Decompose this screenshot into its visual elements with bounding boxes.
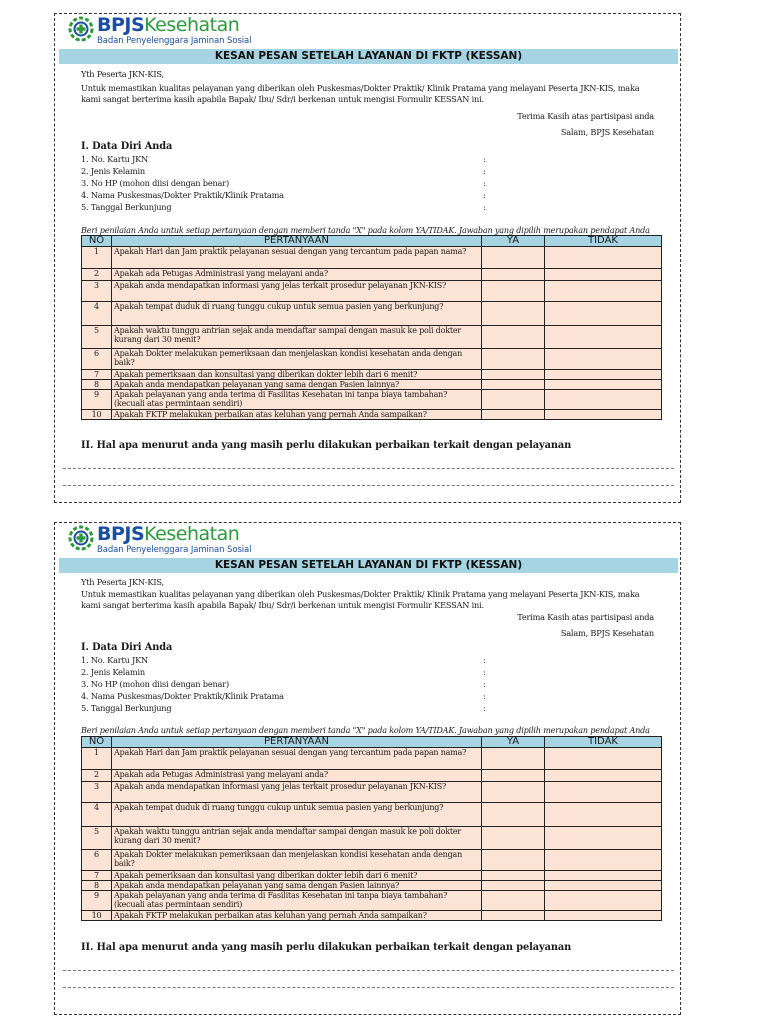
field-label-phone: 3. No HP (mohon diisi dengan benar): [81, 679, 229, 689]
answer-line-1[interactable]: [63, 970, 674, 971]
question-text: Apakah ada Petugas Administrasi yang melayani anda?: [112, 269, 482, 281]
header-yes: YA: [482, 737, 545, 748]
questions-table: [81, 736, 662, 921]
answer-no-cell[interactable]: [545, 881, 662, 891]
question-text: Apakah tempat duduk di ruang tunggu cukup untuk semua pasien yang berkunjung?: [112, 302, 482, 326]
answer-no-cell[interactable]: [545, 281, 662, 302]
header-question: PERTANYAAN: [112, 737, 482, 748]
header-no-answer: TIDAK: [545, 737, 662, 748]
field-label-visit-date: 5. Tanggal Berkunjung: [81, 202, 172, 212]
table-row: [82, 269, 662, 281]
table-row: [82, 748, 662, 770]
question-number: 2: [82, 770, 112, 782]
answer-no-cell[interactable]: [545, 770, 662, 782]
question-number: 7: [82, 871, 112, 881]
header-no: NO: [82, 236, 112, 247]
table-row: [82, 380, 662, 390]
question-number: 8: [82, 881, 112, 891]
answer-yes-cell[interactable]: [482, 881, 545, 891]
answer-yes-cell[interactable]: [482, 827, 545, 850]
field-label-visit-date: 5. Tanggal Berkunjung: [81, 703, 172, 713]
brand-tagline: Badan Penyelenggara Jaminan Sosial: [97, 36, 252, 46]
form-title: KESAN PESAN SETELAH LAYANAN DI FKTP (KESSAN): [59, 558, 678, 573]
table-row: [82, 770, 662, 782]
question-text: Apakah tempat duduk di ruang tunggu cukup untuk semua pasien yang berkunjung?: [112, 803, 482, 827]
table-row: [82, 850, 662, 871]
question-number: 6: [82, 349, 112, 370]
field-input-gender[interactable]: :: [483, 166, 486, 176]
table-row: [82, 370, 662, 380]
answer-no-cell[interactable]: [545, 326, 662, 349]
field-input-visit-date[interactable]: :: [483, 703, 486, 713]
section-2-title: II. Hal apa menurut anda yang masih perlu dilakukan perbaikan terkait dengan pelayanan: [81, 942, 572, 953]
greeting: Yth Peserta JKN-KIS,: [81, 69, 164, 79]
field-input-facility[interactable]: :: [483, 691, 486, 701]
header-no: NO: [82, 737, 112, 748]
answer-line-2[interactable]: [63, 987, 674, 988]
field-input-phone[interactable]: :: [483, 679, 486, 689]
intro-line-1: Untuk memastikan kualitas pelayanan yang diberikan oleh Puskesmas/Dokter Praktik/ Klinik Pratama yang melayani Peserta JKN-KIS, maka: [81, 83, 640, 93]
answer-yes-cell[interactable]: [482, 891, 545, 911]
question-number: 8: [82, 380, 112, 390]
table-row: [82, 281, 662, 302]
question-text: Apakah anda mendapatkan pelayanan yang sama dengan Pasien lainnya?: [112, 380, 482, 390]
answer-line-2[interactable]: [63, 485, 674, 486]
answer-yes-cell[interactable]: [482, 410, 545, 420]
answer-yes-cell[interactable]: [482, 871, 545, 881]
answer-yes-cell[interactable]: [482, 247, 545, 269]
field-input-card-number[interactable]: :: [483, 154, 486, 164]
answer-no-cell[interactable]: [545, 390, 662, 410]
question-number: 10: [82, 911, 112, 921]
intro-line-2: kami sangat berterima kasih apabila Bapak/ Ibu/ Sdr/i berkenan untuk mengisi Formulir KESSAN ini.: [81, 600, 484, 610]
header-yes: YA: [482, 236, 545, 247]
field-input-facility[interactable]: :: [483, 190, 486, 200]
question-text: Apakah pemeriksaan dan konsultasi yang diberikan dokter lebih dari 6 menit?: [112, 370, 482, 380]
question-number: 1: [82, 247, 112, 269]
bpjs-seal-icon: [67, 523, 95, 553]
table-row: [82, 803, 662, 827]
bpjs-logo: [67, 14, 267, 52]
question-number: 9: [82, 390, 112, 410]
question-text: Apakah pelayanan yang anda terima di Fasilitas Kesehatan ini tanpa biaya tambahan? (kecuali atas permintaan sendiri): [112, 390, 482, 410]
thanks-text: Terima Kasih atas partisipasi anda: [517, 612, 654, 622]
table-row: [82, 326, 662, 349]
answer-yes-cell[interactable]: [482, 803, 545, 827]
question-number: 3: [82, 782, 112, 803]
question-number: 1: [82, 748, 112, 770]
question-number: 2: [82, 269, 112, 281]
brand-tagline: Badan Penyelenggara Jaminan Sosial: [97, 545, 252, 555]
field-label-gender: 2. Jenis Kelamin: [81, 667, 145, 677]
answer-yes-cell[interactable]: [482, 269, 545, 281]
kessan-form-1: [54, 13, 681, 503]
field-input-card-number[interactable]: :: [483, 655, 486, 665]
section-1-title: I. Data Diri Anda: [81, 141, 173, 152]
table-row: [82, 827, 662, 850]
question-number: 9: [82, 891, 112, 911]
answer-no-cell[interactable]: [545, 782, 662, 803]
answer-no-cell[interactable]: [545, 871, 662, 881]
question-text: Apakah waktu tunggu antrian sejak anda mendaftar sampai dengan masuk ke poli dokter kurang dari 30 menit?: [112, 326, 482, 349]
question-text: Apakah FKTP melakukan perbaikan atas keluhan yang pernah Anda sampaikan?: [112, 911, 482, 921]
salutation-text: Salam, BPJS Kesehatan: [560, 127, 654, 137]
table-row: [82, 881, 662, 891]
intro-line-1: Untuk memastikan kualitas pelayanan yang diberikan oleh Puskesmas/Dokter Praktik/ Klinik Pratama yang melayani Peserta JKN-KIS, maka: [81, 589, 640, 599]
answer-yes-cell[interactable]: [482, 850, 545, 871]
question-text: Apakah anda mendapatkan pelayanan yang sama dengan Pasien lainnya?: [112, 881, 482, 891]
question-text: Apakah pemeriksaan dan konsultasi yang diberikan dokter lebih dari 6 menit?: [112, 871, 482, 881]
field-label-card-number: 1. No. Kartu JKN: [81, 655, 149, 665]
field-input-visit-date[interactable]: :: [483, 202, 486, 212]
question-number: 10: [82, 410, 112, 420]
answer-yes-cell[interactable]: [482, 302, 545, 326]
table-row: [82, 302, 662, 326]
question-text: Apakah Dokter melakukan pemeriksaan dan menjelaskan kondisi kesehatan anda dengan baik?: [112, 850, 482, 871]
answer-no-cell[interactable]: [545, 370, 662, 380]
question-text: Apakah ada Petugas Administrasi yang melayani anda?: [112, 770, 482, 782]
field-label-facility: 4. Nama Puskesmas/Dokter Praktik/Klinik Pratama: [81, 691, 284, 701]
answer-yes-cell[interactable]: [482, 748, 545, 770]
salutation-text: Salam, BPJS Kesehatan: [560, 628, 654, 638]
answer-no-cell[interactable]: [545, 269, 662, 281]
answer-yes-cell[interactable]: [482, 349, 545, 370]
question-text: Apakah anda mendapatkan informasi yang jelas terkait prosedur pelayanan JKN-KIS?: [112, 281, 482, 302]
bpjs-seal-icon: [67, 14, 95, 44]
intro-line-2: kami sangat berterima kasih apabila Bapak/ Ibu/ Sdr/i berkenan untuk mengisi Formulir KESSAN ini.: [81, 94, 484, 104]
greeting: Yth Peserta JKN-KIS,: [81, 577, 164, 587]
table-row: [82, 390, 662, 410]
answer-yes-cell[interactable]: [482, 326, 545, 349]
answer-yes-cell[interactable]: [482, 380, 545, 390]
field-label-gender: 2. Jenis Kelamin: [81, 166, 145, 176]
question-text: Apakah waktu tunggu antrian sejak anda mendaftar sampai dengan masuk ke poli dokter kurang dari 30 menit?: [112, 827, 482, 850]
answer-no-cell[interactable]: [545, 380, 662, 390]
question-number: 7: [82, 370, 112, 380]
question-number: 5: [82, 827, 112, 850]
questions-table: [81, 235, 662, 420]
table-row: [82, 871, 662, 881]
table-row: [82, 410, 662, 420]
header-no-answer: TIDAK: [545, 236, 662, 247]
question-number: 3: [82, 281, 112, 302]
answer-no-cell[interactable]: [545, 247, 662, 269]
table-row: [82, 782, 662, 803]
question-text: Apakah Hari dan Jam praktik pelayanan sesuai dengan yang tercantum pada papan nama?: [112, 247, 482, 269]
brand-name: BPJSKesehatan: [97, 523, 240, 545]
answer-no-cell[interactable]: [545, 349, 662, 370]
table-row: [82, 247, 662, 269]
field-input-phone[interactable]: :: [483, 178, 486, 188]
answer-yes-cell[interactable]: [482, 782, 545, 803]
answer-no-cell[interactable]: [545, 803, 662, 827]
question-number: 4: [82, 302, 112, 326]
bpjs-logo: [67, 523, 267, 561]
section-2-title: II. Hal apa menurut anda yang masih perlu dilakukan perbaikan terkait dengan pelayanan: [81, 440, 572, 451]
answer-no-cell[interactable]: [545, 748, 662, 770]
form-title: KESAN PESAN SETELAH LAYANAN DI FKTP (KESSAN): [59, 49, 678, 64]
question-text: Apakah pelayanan yang anda terima di Fasilitas Kesehatan ini tanpa biaya tambahan? (kecuali atas permintaan sendiri): [112, 891, 482, 911]
section-1-title: I. Data Diri Anda: [81, 642, 173, 653]
question-number: 6: [82, 850, 112, 871]
answer-line-1[interactable]: [63, 468, 674, 469]
table-row: [82, 911, 662, 921]
header-question: PERTANYAAN: [112, 236, 482, 247]
answer-no-cell[interactable]: [545, 827, 662, 850]
table-row: [82, 891, 662, 911]
answer-no-cell[interactable]: [545, 302, 662, 326]
question-text: Apakah anda mendapatkan informasi yang jelas terkait prosedur pelayanan JKN-KIS?: [112, 782, 482, 803]
field-label-facility: 4. Nama Puskesmas/Dokter Praktik/Klinik Pratama: [81, 190, 284, 200]
field-label-card-number: 1. No. Kartu JKN: [81, 154, 149, 164]
answer-yes-cell[interactable]: [482, 370, 545, 380]
instruction-text: Beri penilaian Anda untuk setiap pertanyaan dengan memberi tanda "X" pada kolom YA/TIDAK. Jawaban yang dipilih merupakan pendapat Anda: [81, 725, 650, 735]
answer-yes-cell[interactable]: [482, 770, 545, 782]
answer-no-cell[interactable]: [545, 410, 662, 420]
answer-yes-cell[interactable]: [482, 911, 545, 921]
brand-name: BPJSKesehatan: [97, 14, 240, 36]
question-number: 4: [82, 803, 112, 827]
kessan-form-2: [54, 522, 681, 1015]
answer-no-cell[interactable]: [545, 891, 662, 911]
question-text: Apakah Dokter melakukan pemeriksaan dan menjelaskan kondisi kesehatan anda dengan baik?: [112, 349, 482, 370]
answer-yes-cell[interactable]: [482, 390, 545, 410]
answer-yes-cell[interactable]: [482, 281, 545, 302]
question-text: Apakah FKTP melakukan perbaikan atas keluhan yang pernah Anda sampaikan?: [112, 410, 482, 420]
table-row: [82, 349, 662, 370]
question-number: 5: [82, 326, 112, 349]
answer-no-cell[interactable]: [545, 911, 662, 921]
question-text: Apakah Hari dan Jam praktik pelayanan sesuai dengan yang tercantum pada papan nama?: [112, 748, 482, 770]
instruction-text: Beri penilaian Anda untuk setiap pertanyaan dengan memberi tanda "X" pada kolom YA/TIDAK. Jawaban yang dipilih merupakan pendapat Anda: [81, 225, 650, 235]
thanks-text: Terima Kasih atas partisipasi anda: [517, 111, 654, 121]
field-input-gender[interactable]: :: [483, 667, 486, 677]
answer-no-cell[interactable]: [545, 850, 662, 871]
field-label-phone: 3. No HP (mohon diisi dengan benar): [81, 178, 229, 188]
